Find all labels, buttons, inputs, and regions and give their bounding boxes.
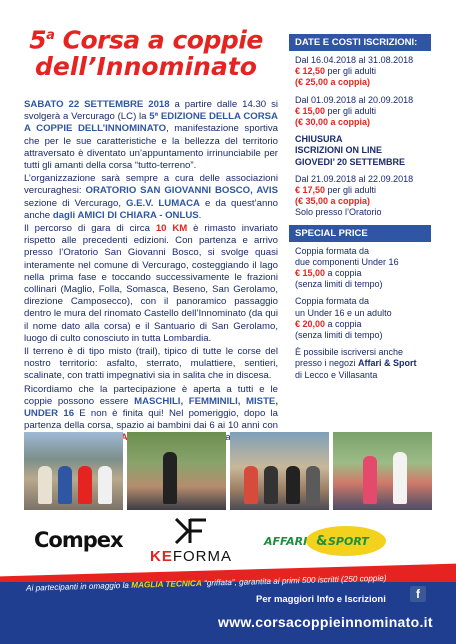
- runner-figure: [38, 466, 52, 504]
- paragraph-route: [24, 223, 278, 345]
- categories: MASCHILI, FEMMINILI, MISTE, UNDER 16: [24, 395, 278, 420]
- distance: 10 KM: [155, 223, 188, 235]
- date-range-2: Dal 01.09.2018 al 20.09.2018: [295, 94, 414, 105]
- p3-text-b: è rimasto invariato rispetto alle precedenti edizioni. Con partenza e arrivo presso l’Oratorio San Giovanni Bosco, si svolge quasi interamente nel comune di Vercurago, costeggiando il lago nella prima fase e toccando successivamente le frazioni collinari (Maglio, Folla, Somasca, Beseno, San Gerolamo, direzione Camposecco), con il panoramico passaggio dentro le mura del rinomato Castello dell’Innominato (da qui il nome dato alla corsa) e il Santuario di San Gerolamo, luogo di culto conosciuto in tutta Lombardia.: [24, 223, 278, 344]
- special-price-2-label: a coppia: [325, 318, 362, 329]
- website-link[interactable]: www.corsacoppieinnominato.it: [218, 614, 433, 630]
- special-price-1-label: a coppia: [325, 268, 362, 279]
- special-1-line-b: due componenti Under 16: [295, 256, 399, 267]
- special-block-1: [289, 246, 431, 291]
- special-2-note: (senza limiti di tempo): [295, 330, 383, 341]
- title-text-1: Corsa a coppie: [62, 25, 263, 55]
- org-amici: dagli AMICI DI CHIARA - ONLUS: [52, 209, 199, 221]
- photo-couple-finish: [333, 432, 432, 510]
- pricing-sidebar: [289, 34, 431, 430]
- price-1-label: per gli adulti: [325, 66, 377, 77]
- p1-text-a: a partire dalle 14.30 si svolgerà a Vercurago (LC) la: [24, 99, 279, 123]
- p2-text-c: e da quest’anno anche: [24, 197, 279, 221]
- shop-line-c: di Lecco e Villasanta: [295, 369, 378, 380]
- p5-text-b: E non è finita qui! Nel pomeriggio, dopo la partenza della corsa, spazio ai bambini dai 6 ai 10 anni con: [24, 408, 279, 432]
- couple-price-2: (€ 30,00 a coppia): [295, 117, 371, 128]
- date-range-1: Dal 16.04.2018 al 31.08.2018: [295, 55, 414, 65]
- gift-text-a: Ai partecipanti in omaggio la: [25, 580, 132, 593]
- special-2-line-b: un Under 16 e un adulto: [295, 307, 392, 318]
- p2-text-a: L’organizzazione sarà sempre a cura delle associazioni vercuraghesi:: [24, 173, 278, 197]
- price-1: € 12,50: [295, 66, 326, 77]
- runner-figure: [244, 466, 258, 504]
- runner-figure: [286, 466, 300, 504]
- price-2: € 15,00: [295, 105, 326, 116]
- runner-figure: [306, 466, 320, 504]
- facebook-icon[interactable]: f: [410, 586, 426, 602]
- special-2-line-a: Coppia formata da: [295, 296, 370, 307]
- title-line-2: dell’Innominato: [35, 52, 257, 82]
- special-price-1: € 15,00: [295, 268, 326, 279]
- price-3-label: per gli adulti: [325, 185, 377, 196]
- p1-text-b: , manifestazione sportiva che per le sue caratteristiche e la bellezza del territorio attraversato è diventato un’appuntamento irrinunciabile per tutti gli amanti della corsa “tutto-terreno”.: [24, 123, 278, 172]
- edition-name: 5ª EDIZIONE DELLA CORSA A COPPIE DELL’INNOMINATO: [24, 111, 278, 135]
- p5-text-a: Ricordiamo che la partecipazione è aperta a tutti e le coppie possono essere: [24, 383, 278, 407]
- runner-figure: [363, 456, 377, 504]
- p2-text-b: sezione di Vercurago,: [24, 197, 127, 209]
- date-range-3: Dal 21.09.2018 al 22.09.2018: [295, 173, 414, 184]
- paragraph-organizers: [24, 173, 278, 222]
- p2-text-d: .: [198, 209, 202, 221]
- price-block-2: [289, 95, 431, 129]
- edition-sup: a: [46, 28, 55, 43]
- photo-runners-group: [230, 432, 329, 510]
- runner-figure: [264, 466, 278, 504]
- keforma-logo: [150, 548, 232, 565]
- page-title: [0, 22, 292, 80]
- price-block-1: [289, 55, 431, 89]
- special-price-2: € 20,00: [295, 318, 326, 329]
- runner-figure: [78, 466, 92, 504]
- org-gev: G.E.V. LUMACA: [126, 197, 200, 209]
- price-block-3: [289, 174, 431, 219]
- shop-info: [289, 347, 431, 381]
- keforma-rest: FORMA: [172, 548, 233, 565]
- couple-price-1: (€ 25,00 a coppia): [295, 77, 371, 88]
- info-label: Per maggiori Info e Iscrizioni: [256, 594, 386, 605]
- closing-line-2: ISCRIZIONI ON LINE: [295, 145, 383, 156]
- paragraph-terrain: Il terreno è di tipo misto (trail), tipico di tutte le corse del nostro territorio: asfalto, sterrato, mulattiere, sentieri, scalinate, con tratti impegnativi sia in salita che in discesa.: [24, 346, 278, 382]
- edition-number: 5: [29, 25, 47, 55]
- keforma-ke: KE: [150, 548, 173, 565]
- svg-text:SPORT: SPORT: [328, 535, 369, 548]
- svg-text:AFFARI: AFFARI: [264, 535, 308, 548]
- closing-notice: [289, 134, 431, 168]
- special-block-2: [289, 296, 431, 341]
- runner-figure: [98, 466, 112, 504]
- sponsor-logos: [24, 516, 432, 566]
- special-price-header: SPECIAL PRICE: [289, 225, 431, 242]
- price-3: € 17,50: [295, 185, 326, 196]
- svg-text:&: &: [316, 534, 328, 549]
- shop-line-a: È possibile iscriversi anche: [295, 347, 404, 358]
- special-1-note: (senza limiti di tempo): [295, 279, 383, 290]
- org-oratorio: ORATORIO SAN GIOVANNI BOSCO, AVIS: [85, 185, 278, 197]
- title-line-1: [0, 22, 292, 53]
- dates-costs-header: DATE E COSTI ISCRIZIONI:: [289, 34, 431, 51]
- photo-start-line: [24, 432, 123, 510]
- gift-text-b: “griffata”, garantita ai primi 500 iscritti (250 coppie): [201, 573, 387, 588]
- oratorio-note: Solo presso l’Oratorio: [295, 207, 382, 218]
- affari-sport-logo: [258, 524, 390, 558]
- runner-figure: [163, 452, 177, 504]
- price-2-label: per gli adulti: [325, 105, 377, 116]
- photo-strip: [24, 432, 432, 510]
- closing-line-1: CHIUSURA: [295, 134, 343, 145]
- runner-figure: [393, 452, 407, 504]
- special-1-line-a: Coppia formata da: [295, 245, 370, 256]
- keforma-mark-icon: [174, 518, 208, 544]
- runner-figure: [58, 466, 72, 504]
- closing-line-3: GIOVEDI’ 20 SETTEMBRE: [295, 156, 406, 167]
- p3-text-a: Il percorso di gara di circa: [24, 223, 156, 235]
- gift-shirt: MAGLIA TECNICA: [131, 578, 202, 590]
- couple-price-3: (€ 35,00 a coppia): [295, 196, 371, 207]
- shop-name: Affari & Sport: [358, 358, 417, 369]
- photo-runner-trail: [127, 432, 226, 510]
- event-date: SABATO 22 SETTEMBRE 2018: [24, 99, 170, 110]
- compex-logo: Compex: [34, 528, 123, 552]
- description: [24, 99, 278, 458]
- paragraph-intro: [24, 99, 278, 172]
- shop-line-b: presso i negozi: [295, 358, 359, 369]
